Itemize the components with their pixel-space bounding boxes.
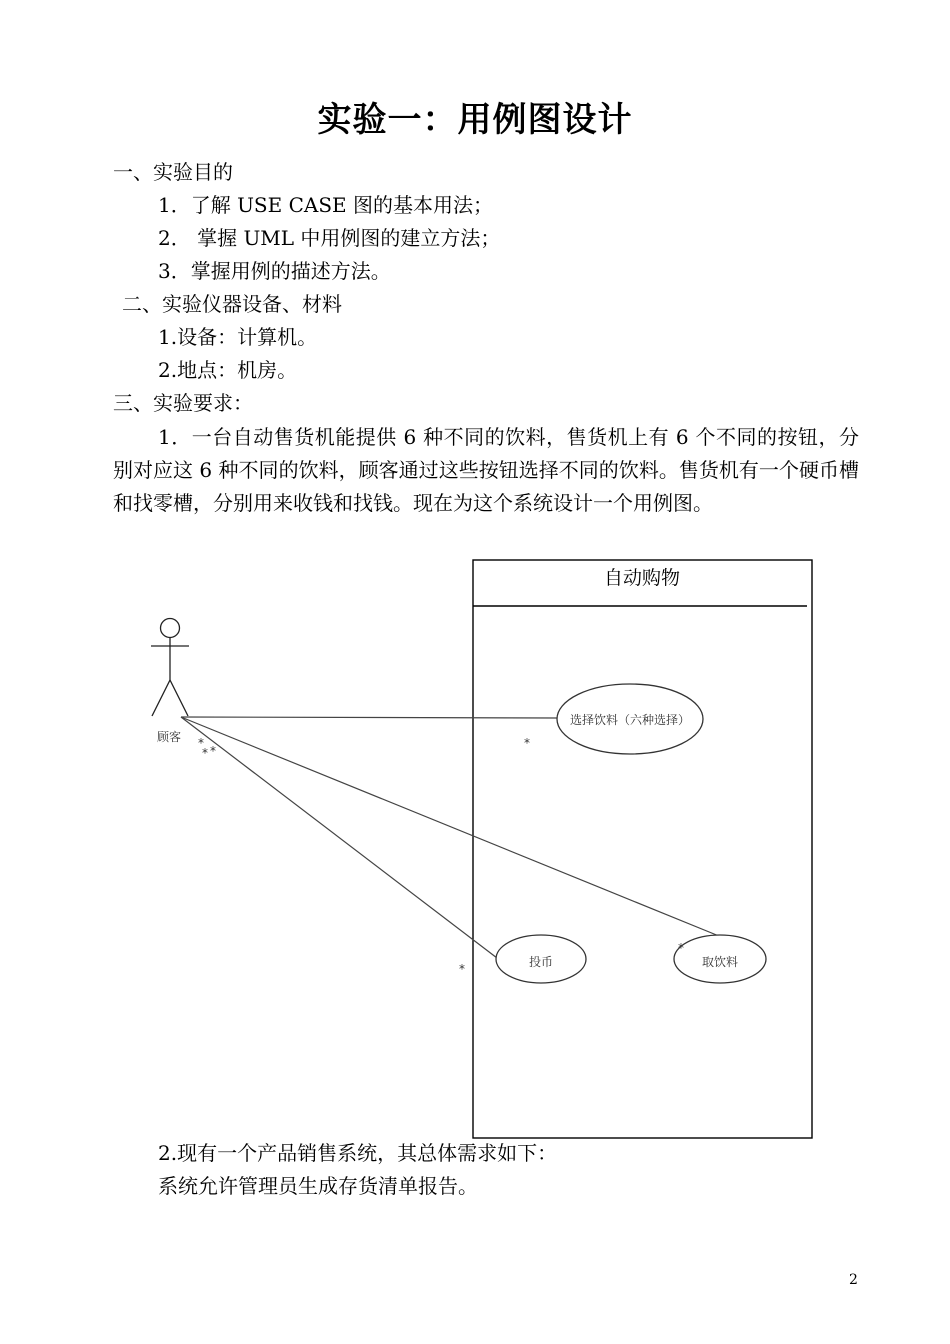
page-title: 实验一：用例图设计: [317, 100, 633, 140]
section2-item-1: 1.设备：计算机。: [158, 325, 318, 349]
multiplicity-actor-2: *: [202, 746, 208, 760]
section1-item-2: 2． 掌握 UML 中用例图的建立方法；: [158, 226, 501, 250]
section2-heading: 二、实验仪器设备、材料: [122, 292, 342, 316]
use-case-insert-coin-label: 投币: [528, 955, 554, 969]
requirement-2-line-1: 2.现有一个产品销售系统，其总体需求如下：: [158, 1141, 558, 1165]
multiplicity-actor-3: *: [210, 744, 216, 758]
multiplicity-take-drink: *: [678, 941, 684, 955]
requirement-paragraph-1: 1．一台自动售货机能提供 6 种不同的饮料，售货机上有 6 个不同的按钮，分别对应这 6 种不同的饮料，顾客通过这些按钮选择不同的饮料。售货机有一个硬币槽和找零槽，分别用来收钱和找钱。现在为这个系统设计一个用例图。: [113, 425, 859, 515]
multiplicity-actor-1: *: [198, 736, 204, 750]
multiplicity-insert-coin: *: [459, 962, 465, 976]
section1-item-3: 3．掌握用例的描述方法。: [158, 259, 391, 283]
requirement-2-line-2: 系统允许管理员生成存货清单报告。: [158, 1174, 478, 1198]
use-case-take-drink-label: 取饮料: [701, 955, 739, 969]
use-case-select-drink-label: 选择饮料（六种选择）: [569, 713, 691, 727]
section3-heading: 三、实验要求：: [113, 391, 253, 415]
system-name: 自动购物: [603, 567, 681, 589]
page-number: 2: [849, 1272, 858, 1288]
association-insert-coin: [181, 717, 497, 958]
section2-item-2: 2.地点：机房。: [158, 358, 298, 382]
section1-heading: 一、实验目的: [113, 160, 233, 184]
actor-icon: [151, 619, 189, 717]
system-boundary: [473, 560, 812, 1138]
multiplicity-select-drink: *: [524, 736, 530, 750]
association-select-drink: [181, 717, 558, 718]
section1-item-1: 1．了解 USE CASE 图的基本用法；: [158, 193, 493, 217]
actor-label: 顾客: [157, 730, 182, 744]
